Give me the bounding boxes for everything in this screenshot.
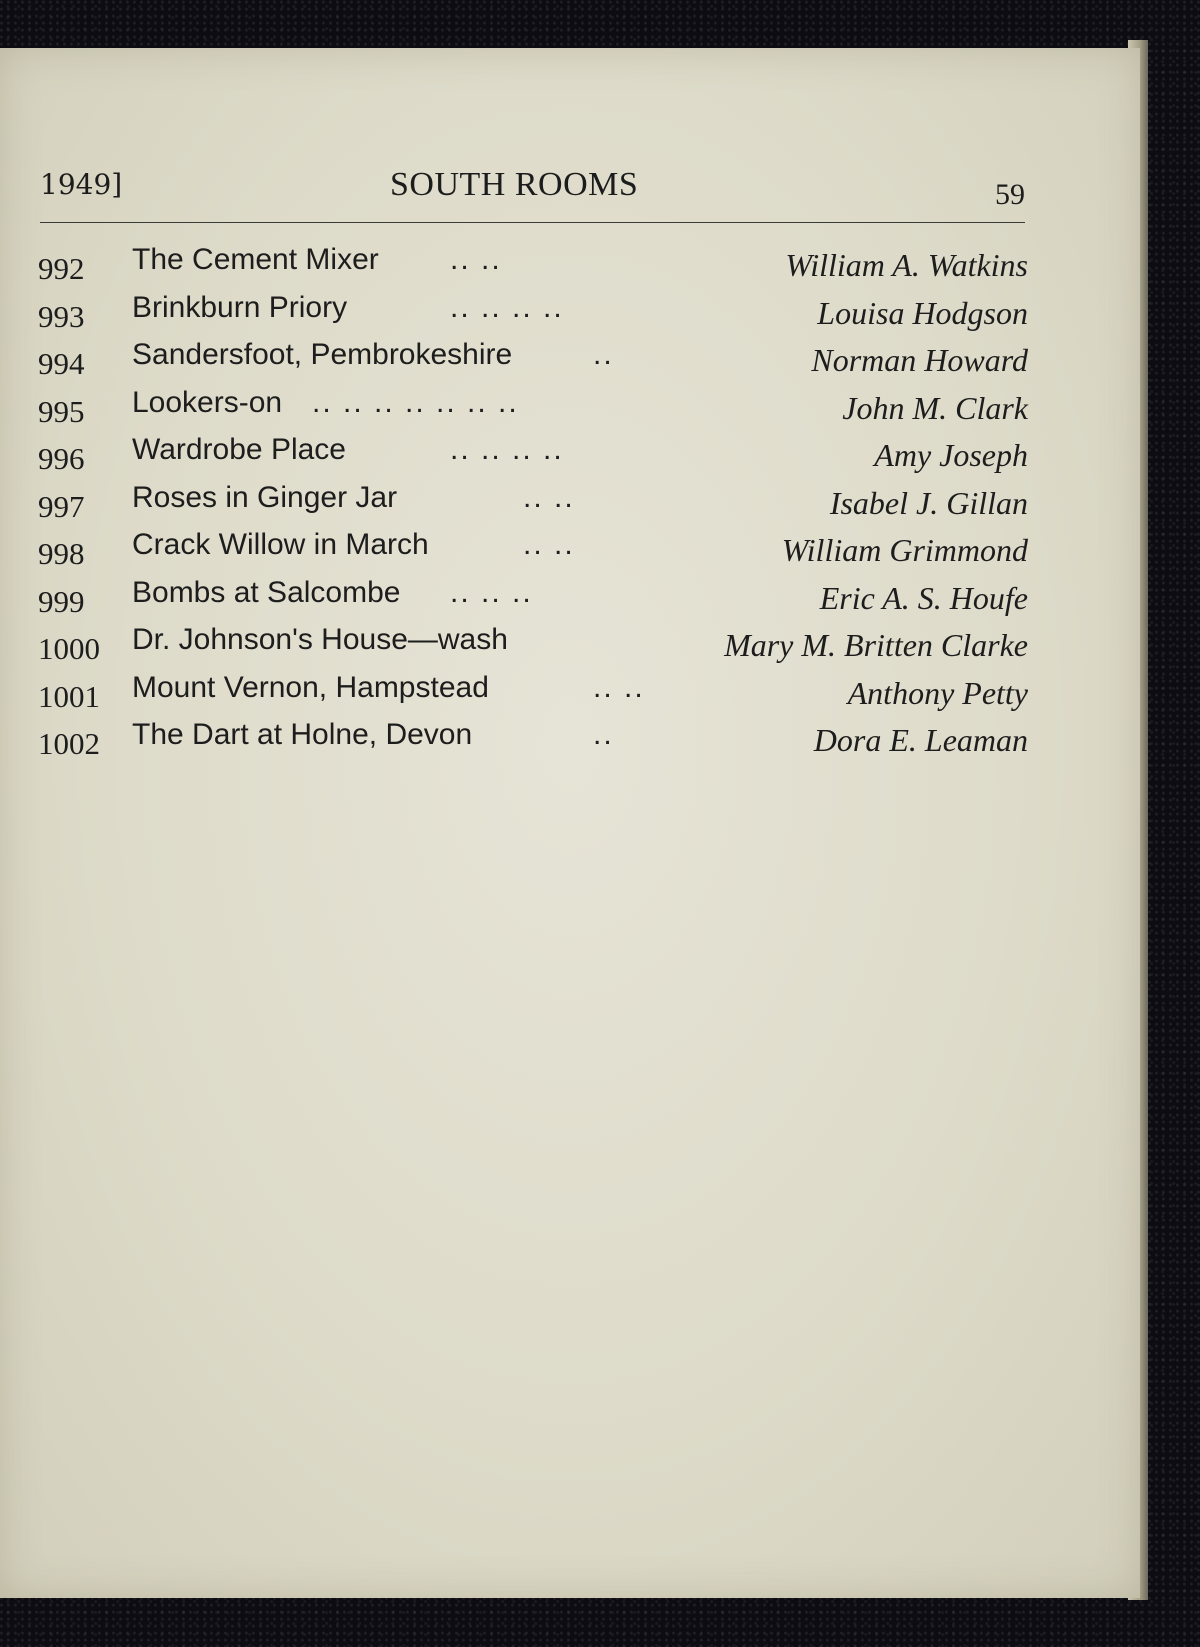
entry-number: 996 [38,441,85,476]
dot-leaders: .. .. [523,528,575,561]
dot-leaders: .. .. [523,480,575,514]
header-year: 1949] [40,168,123,201]
entry-artist: Isabel J. Gillan [829,484,1028,521]
entry-title: Sandersfoot, Pembrokeshire [132,338,513,371]
entry-title: The Dart at Holne, Devon [132,718,473,751]
entry-artist: John M. Clark [842,389,1028,426]
entry-title: Mount Vernon, Hampstead [132,670,489,704]
catalogue-entry [38,481,1028,529]
entry-artist: Eric A. S. Houfe [819,579,1028,616]
header-rule [40,222,1025,223]
entry-artist: William A. Watkins [785,247,1028,283]
entry-artist: Louisa Hodgson [817,294,1028,331]
entry-title: Roses in Ginger Jar [132,480,398,514]
entry-number: 1001 [38,678,100,714]
entry-number: 993 [38,298,85,334]
entry-number: 997 [38,488,85,524]
entry-artist: Anthony Petty [847,674,1028,711]
catalogue-entry [38,623,1028,671]
running-header [40,160,1025,220]
catalogue-entry [38,291,1028,339]
dot-leaders: .. .. .. [450,575,533,609]
entry-number: 1002 [38,726,100,761]
catalogue-entry [38,718,1028,766]
entry-title: Bombs at Salcombe [132,575,401,609]
catalogue-entry [38,576,1028,624]
catalogue-entry [38,671,1028,719]
dot-leaders: .. .. [593,670,645,704]
entry-title: Dr. Johnson's House—wash [132,623,508,656]
dot-leaders: .. .. .. .. [450,433,564,466]
entry-number: 999 [38,583,85,619]
entry-title: Crack Willow in March [132,528,429,561]
section-title: SOUTH ROOMS [390,166,639,203]
entry-artist: Norman Howard [811,342,1028,378]
dot-leaders: .. .. .. .. [450,290,564,324]
entry-number: 994 [38,346,85,381]
entry-title: Wardrobe Place [132,433,346,466]
entry-number: 992 [38,251,85,286]
dot-leaders: .. [593,718,614,751]
page-number: 59 [995,178,1025,211]
dot-leaders: .. [593,338,614,371]
catalogue-entries [38,243,1028,766]
entry-title: Brinkburn Priory [132,290,348,324]
entry-title: Lookers-on [132,385,283,419]
entry-artist: Dora E. Leaman [813,722,1028,758]
catalogue-entry [38,433,1028,481]
entry-title: The Cement Mixer [132,243,379,276]
entry-artist: Amy Joseph [874,437,1028,473]
entry-artist: Mary M. Britten Clarke [724,627,1028,663]
entry-number: 995 [38,393,85,429]
catalogue-entry [38,386,1028,434]
catalogue-entry [38,528,1028,576]
entry-artist: William Grimmond [781,532,1028,568]
dot-leaders: .. .. .. .. .. .. .. [312,385,519,419]
dot-leaders: .. .. [450,243,502,276]
entry-number: 1000 [38,631,100,666]
entry-number: 998 [38,536,85,571]
catalogue-entry [38,338,1028,386]
catalogue-entry [38,243,1028,291]
